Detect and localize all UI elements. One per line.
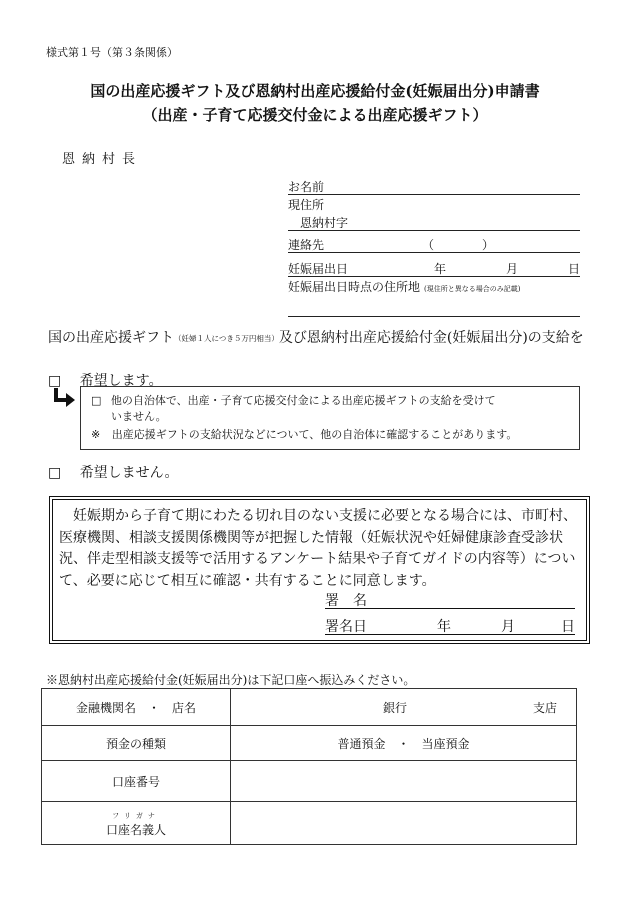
not-want-label: 希望しません。 — [79, 465, 179, 481]
not-want-checkbox[interactable]: □ — [48, 465, 62, 481]
account-row-bank — [42, 689, 577, 726]
address-at-notice-label: 妊娠届出日時点の住所地 — [288, 280, 421, 294]
pregnancy-month: 月 — [506, 262, 519, 276]
sub-check-text1: 他の自治体で、出産・子育て応援交付金による出産応援ギフトの支給を受けて — [110, 394, 496, 407]
sub-confirmation-box — [80, 386, 580, 450]
address-label-row — [288, 196, 580, 212]
lead-part1: 国の出産応援ギフト — [48, 330, 174, 346]
branch-suffix: 支店 — [533, 701, 558, 715]
sub-checkbox[interactable]: □ — [91, 394, 102, 407]
signature-date-field[interactable] — [325, 616, 575, 635]
address-at-notice-row — [288, 278, 580, 294]
sub-check-text2: いません。 — [111, 410, 167, 423]
form-subtitle: （出産・子育て応援交付金による出産応援ギフト） — [142, 106, 488, 124]
want-label: 希望します。 — [79, 373, 163, 389]
signature-day: 日 — [561, 619, 575, 635]
account-table — [41, 688, 577, 845]
signature-label: 署 名 — [325, 593, 367, 609]
sub-check-row — [91, 393, 571, 409]
sub-note-row — [91, 427, 571, 443]
bent-arrow-icon — [52, 388, 76, 410]
pregnancy-date-field[interactable] — [288, 260, 580, 277]
bank-suffix: 銀行 — [383, 701, 408, 715]
account-row-number — [42, 761, 577, 802]
type-field[interactable]: 普通預金 ・ 当座預金 — [231, 726, 577, 761]
name-label: お名前 — [288, 180, 325, 194]
signature-date-label: 署名日 — [325, 619, 367, 635]
type-label: 預金の種類 — [42, 726, 231, 761]
lead-small-note: （妊婦１人につき５万円相当） — [174, 334, 279, 343]
holder-label: 口座名義人 — [105, 822, 166, 837]
pregnancy-date-label: 妊娠届出日 — [288, 262, 349, 276]
form-number: 様式第１号（第３条関係） — [46, 46, 178, 59]
contact-field[interactable] — [288, 236, 580, 253]
pregnancy-year: 年 — [434, 262, 447, 276]
number-field[interactable] — [231, 761, 577, 802]
sub-note-mark: ※ — [91, 428, 101, 441]
name-field[interactable] — [288, 178, 580, 195]
not-want-option — [48, 462, 179, 482]
sub-note-text: 出産応援ギフトの支給状況などについて、他の自治体に確認することがあります。 — [111, 428, 518, 441]
request-lead — [48, 327, 588, 350]
holder-furigana: フリガナ — [112, 811, 160, 820]
signature-field[interactable] — [325, 590, 575, 609]
account-row-holder — [42, 802, 577, 845]
addressee: 恩納村長 — [62, 152, 143, 167]
address-field[interactable] — [288, 214, 580, 231]
bank-field[interactable] — [231, 689, 577, 726]
pregnancy-day: 日 — [568, 262, 581, 276]
contact-label: 連絡先 — [288, 238, 325, 252]
address-prefix: 恩納村字 — [300, 216, 349, 230]
lead-part2: 及び恩納村出産応援給付金(妊娠届出分)の支給を — [278, 330, 584, 346]
address-at-notice-note: (現住所と異なる場合のみ記載) — [424, 285, 521, 293]
contact-paren-open: （ — [422, 238, 435, 252]
form-title: 国の出産応援ギフト及び恩納村出産応援給付金(妊娠届出分)申請書 — [90, 82, 540, 100]
signature-year: 年 — [437, 619, 451, 635]
consent-text: 妊娠期から子育て期にわたる切れ目のない支援に必要となる場合には、市町村、医療機関、相談支援関係機関等が把握した情報（妊娠状況や妊婦健康診査受診状況、伴走型相談支援等で活用するアンケート結果や子育てガイドの内容等）について、必要に応じて相互に確認・共有することに同意します。 — [59, 508, 577, 589]
holder-field[interactable] — [231, 802, 577, 845]
contact-paren-close: ） — [482, 238, 495, 252]
address-label: 現住所 — [288, 198, 325, 212]
bank-label: 金融機関名 ・ 店名 — [42, 689, 231, 726]
address-at-notice-field[interactable] — [288, 300, 580, 317]
holder-label-cell — [42, 802, 231, 845]
account-note: ※恩納村出産応援給付金(妊娠届出分)は下記口座へ振込みください。 — [46, 673, 416, 687]
account-row-type — [42, 726, 577, 761]
consent-box — [49, 496, 590, 644]
number-label: 口座番号 — [42, 761, 231, 802]
want-checkbox[interactable]: □ — [48, 373, 62, 389]
signature-month: 月 — [501, 619, 515, 635]
